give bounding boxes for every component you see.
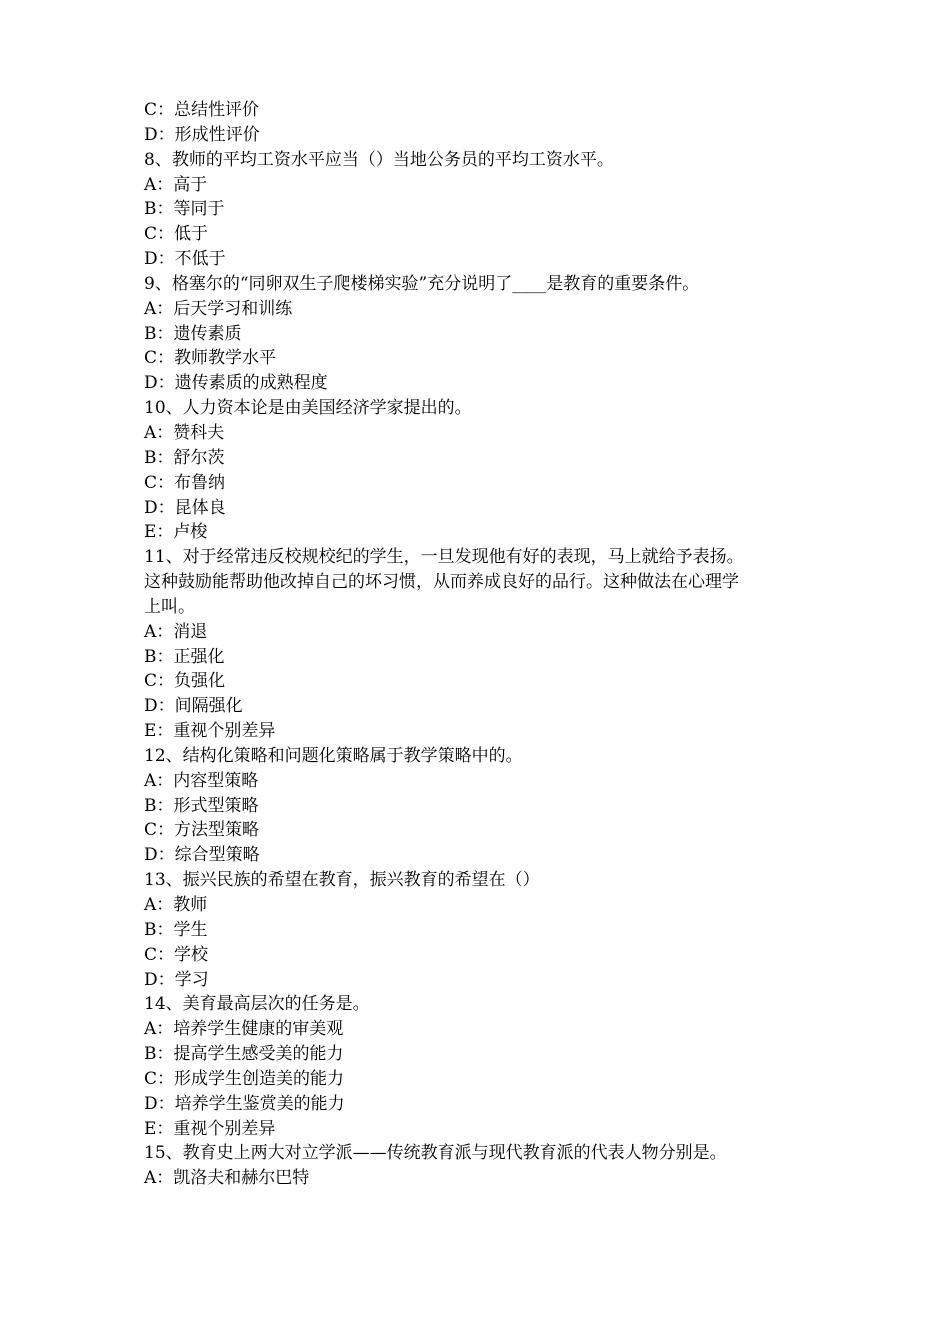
- option-line: A：内容型策略: [144, 770, 259, 791]
- document-body: [144, 98, 814, 1191]
- option-line: C：形成学生创造美的能力: [144, 1068, 345, 1089]
- option-line: B：等同于: [144, 199, 225, 220]
- option-line: D：培养学生鉴赏美的能力: [144, 1093, 345, 1114]
- option-line: A：教师: [144, 895, 208, 915]
- question-line: 这种鼓励能帮助他改掉自己的坏习惯，从而养成良好的品行。这种做法在心理学: [144, 572, 739, 593]
- question-line: 13、振兴民族的希望在教育，振兴教育的希望在（）: [144, 870, 540, 891]
- option-line: A：培养学生健康的审美观: [144, 1019, 344, 1040]
- option-line: A：消退: [144, 621, 208, 642]
- option-line: D：综合型策略: [144, 845, 260, 866]
- option-line: D：学习: [144, 969, 209, 990]
- question-line: 12、结构化策略和问题化策略属于教学策略中的。: [144, 745, 523, 766]
- question-line: 14、美育最高层次的任务是。: [144, 994, 370, 1015]
- option-line: A：赞科夫: [144, 422, 225, 443]
- question-line: 9、格塞尔的“同卵双生子爬楼梯实验”充分说明了____是教育的重要条件。: [144, 273, 700, 294]
- question-line: 8、教师的平均工资水平应当（）当地公务员的平均工资水平。: [144, 149, 614, 170]
- option-line: D：不低于: [144, 249, 226, 270]
- option-line: D：形成性评价: [144, 124, 260, 145]
- question-line: 11、对于经常违反校规校纪的学生，一旦发现他有好的表现，马上就给予表扬。: [144, 547, 744, 568]
- option-line: D：遗传素质的成熟程度: [144, 373, 328, 394]
- option-line: C：方法型策略: [144, 820, 260, 841]
- option-line: D：昆体良: [144, 497, 226, 518]
- option-line: A：高于: [144, 174, 208, 195]
- option-line: B：形式型策略: [144, 795, 259, 816]
- option-line: B：正强化: [144, 646, 225, 667]
- question-line: 15、教育史上两大对立学派——传统教育派与现代教育派的代表人物分别是。: [144, 1143, 727, 1164]
- option-line: C：学校: [144, 944, 209, 965]
- option-line: C：教师教学水平: [144, 348, 277, 369]
- option-line: E：重视个别差异: [144, 1118, 276, 1139]
- option-line: A：后天学习和训练: [144, 298, 293, 319]
- option-line: C：低于: [144, 224, 209, 245]
- option-line: E：重视个别差异: [144, 721, 276, 742]
- question-line: 上叫。: [144, 596, 195, 617]
- option-line: C：负强化: [144, 671, 226, 692]
- option-line: D：间隔强化: [144, 696, 243, 717]
- option-line: A：凯洛夫和赫尔巴特: [144, 1168, 310, 1189]
- option-line: B：遗传素质: [144, 323, 242, 344]
- option-line: E：卢梭: [144, 522, 208, 543]
- option-line: C：布鲁纳: [144, 472, 226, 493]
- question-line: 10、人力资本论是由美国经济学家提出的。: [144, 398, 472, 419]
- option-line: C：总结性评价: [144, 100, 260, 120]
- option-line: B：提高学生感受美的能力: [144, 1044, 344, 1065]
- option-line: B：学生: [144, 919, 208, 940]
- option-line: B：舒尔茨: [144, 447, 225, 468]
